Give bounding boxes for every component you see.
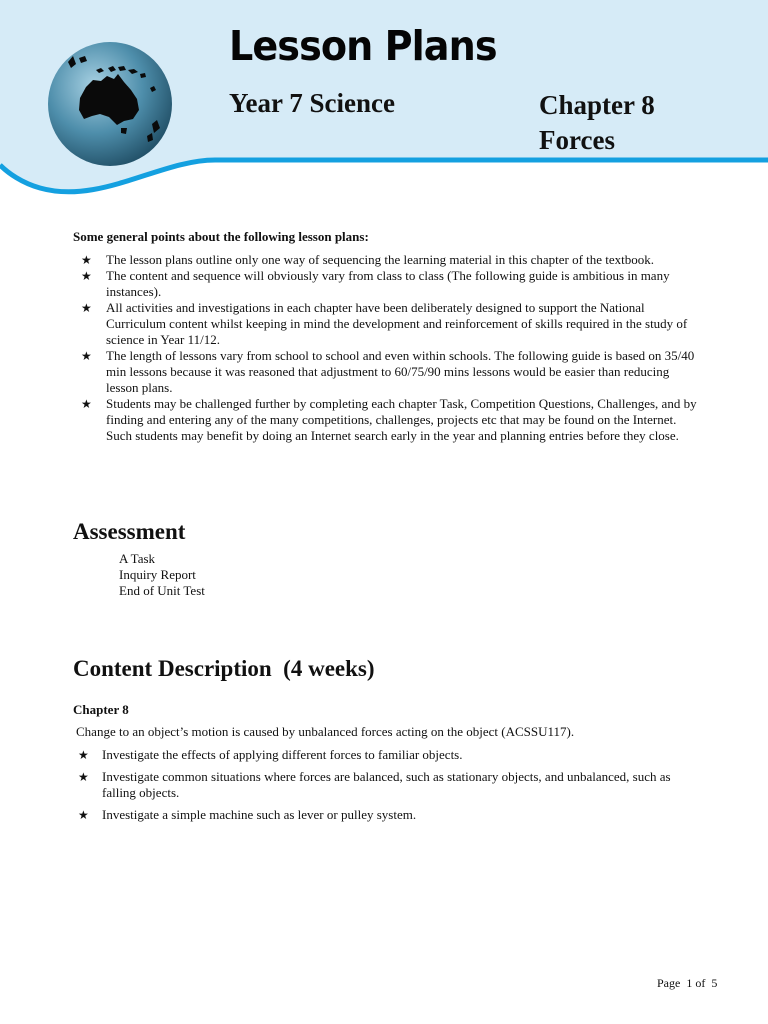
list-item-text: Investigate common situations where forces are balanced, such as stationary objects, and unbalanced, such as falling objects. [102, 769, 671, 800]
list-item [73, 300, 698, 348]
chapter-number: Chapter 8 [539, 90, 655, 120]
page-footer [657, 976, 717, 991]
page-of-label: of [695, 976, 706, 990]
list-item-text: The lesson plans outline only one way of sequencing the learning material in this chapter of the textbook. [106, 252, 655, 267]
star-icon: ★ [81, 253, 92, 267]
star-icon: ★ [81, 349, 92, 363]
chapter-topic: Forces [539, 125, 615, 155]
star-icon: ★ [78, 808, 89, 822]
list-item [73, 747, 693, 763]
assessment-list [119, 551, 205, 599]
content-items-list [73, 747, 693, 829]
content-chapter-label: Chapter 8 [73, 702, 129, 717]
list-item [73, 348, 698, 396]
list-item-text: Investigate the effects of applying different forces to familiar objects. [102, 747, 463, 762]
assessment-item: A Task [119, 551, 156, 566]
content-description-heading: Content Description (4 weeks) [73, 656, 375, 681]
subject-heading: Year 7 Science [229, 88, 395, 118]
star-icon: ★ [81, 301, 92, 315]
document-title: Lesson Plans [229, 22, 497, 70]
general-points-heading: Some general points about the following lesson plans: [73, 229, 369, 244]
list-item [73, 396, 698, 444]
list-item-text: The length of lessons vary from school to school and even within schools. The following guide is based on 35/40 min lessons because it was reasoned that adjustment to 60/75/90 mins lessons would be easier than reducing lesson plans. [106, 348, 695, 395]
list-item [73, 769, 693, 801]
list-item [73, 252, 698, 268]
star-icon: ★ [81, 269, 92, 283]
page-number: 1 [686, 976, 693, 990]
assessment-heading: Assessment [73, 519, 186, 544]
list-item-text: Investigate a simple machine such as lever or pulley system. [102, 807, 417, 822]
general-points-list [73, 252, 698, 444]
assessment-item: End of Unit Test [119, 583, 205, 598]
star-icon: ★ [78, 770, 89, 784]
list-item-text: The content and sequence will obviously vary from class to class (The following guide is ambitious in many instances). [106, 268, 670, 299]
page-label: Page [657, 976, 681, 990]
assessment-item: Inquiry Report [119, 567, 196, 582]
list-item-text: Students may be challenged further by completing each chapter Task, Competition Questions, Challenges, and by finding and entering any of the many competitions, challenges, projects etc that may be found on the Internet. Such students may benefit by doing an Internet search early in the year and planning entries before they close. [106, 396, 697, 443]
page-total: 5 [711, 976, 718, 990]
list-item [73, 268, 698, 300]
star-icon: ★ [81, 397, 92, 411]
list-item [73, 807, 693, 823]
star-icon: ★ [78, 748, 89, 762]
chapter-heading [539, 88, 655, 158]
globe-logo [48, 42, 172, 166]
list-item-text: All activities and investigations in each chapter have been deliberately designed to support the National Curriculum content whilst keeping in mind the development and reinforcement of skills required in the study of science in Year 11/12. [106, 300, 688, 347]
content-description-text: Change to an object’s motion is caused by unbalanced forces acting on the object (ACSSU117). [76, 724, 575, 739]
